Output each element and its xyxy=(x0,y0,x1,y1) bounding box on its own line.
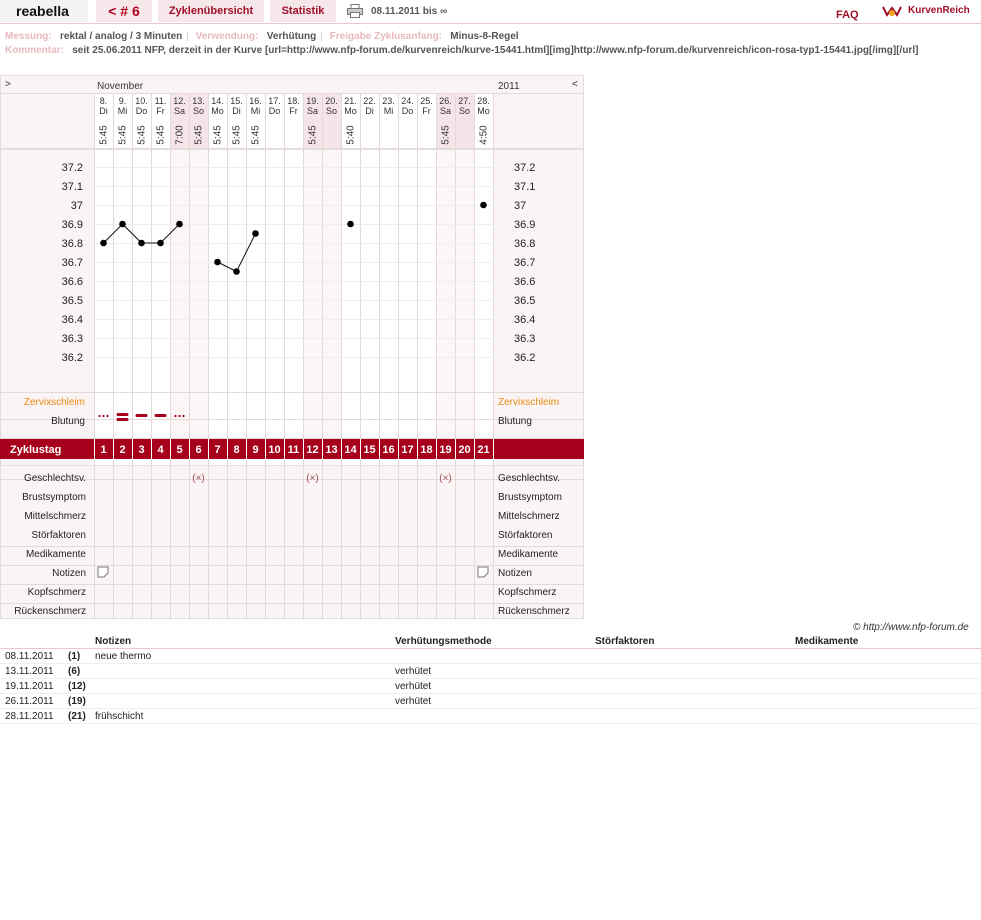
day-weekday: Fr xyxy=(289,106,298,116)
notes-header-row xyxy=(0,634,981,649)
symptom-label-left: Rückenschmerz xyxy=(14,606,86,617)
weekend-shade-plot xyxy=(303,149,322,465)
temperature-point xyxy=(176,221,183,228)
row-day: (19) xyxy=(68,694,95,709)
symptom-label-right: Notizen xyxy=(498,568,532,579)
day-weekday: Di xyxy=(232,106,241,116)
day-weekday: So xyxy=(458,106,471,116)
day-date: 15. xyxy=(230,96,243,106)
cycle-day-number: 18 xyxy=(420,444,433,456)
blutung-spot-mark xyxy=(102,415,104,417)
row-day: (1) xyxy=(68,649,95,664)
temp-tick-right: 37.2 xyxy=(514,162,536,174)
year-label: 2011 xyxy=(498,81,520,92)
day-date: 24. xyxy=(401,96,414,106)
row-verhuetung: verhütet xyxy=(395,694,595,709)
table-row xyxy=(0,649,981,664)
measurement-time: 5:45 xyxy=(136,125,148,145)
day-weekday: So xyxy=(325,106,338,116)
measurement-time: 5:40 xyxy=(345,125,357,145)
measurement-time: 5:45 xyxy=(250,125,262,145)
measurement-time: 7:00 xyxy=(174,125,186,145)
temperature-point xyxy=(138,240,145,247)
temp-tick-left: 36.2 xyxy=(61,352,83,364)
row-notiz: neue thermo xyxy=(95,649,395,664)
symptom-label-right: Medikamente xyxy=(498,549,559,560)
day-date: 28. xyxy=(477,96,490,106)
measurement-time: 5:45 xyxy=(117,125,129,145)
blutung-spot-mark xyxy=(106,415,108,417)
cycle-day-number: 12 xyxy=(306,444,319,456)
temperature-point xyxy=(157,240,164,247)
geschlechtsverkehr-mark: (×) xyxy=(306,473,319,484)
brand-name: KurvenReich xyxy=(908,5,970,16)
cycle-day-number: 17 xyxy=(401,444,414,456)
date-range: 08.11.2011 bis ∞ xyxy=(371,6,448,17)
cycle-day-number: 5 xyxy=(176,444,183,456)
measurement-time: 5:45 xyxy=(193,125,205,145)
meta-separator: | xyxy=(320,31,323,42)
cycle-day-number: 9 xyxy=(252,444,259,456)
symptom-label-left: Kopfschmerz xyxy=(27,587,86,598)
cycle-day-number: 13 xyxy=(325,444,338,456)
header-day xyxy=(68,634,95,649)
symptom-label-right: Mittelschmerz xyxy=(498,511,560,522)
day-date: 21. xyxy=(344,96,357,106)
cycle-day-number: 6 xyxy=(195,444,202,456)
header-stoerfaktoren: Störfaktoren xyxy=(595,634,795,649)
row-medikamente xyxy=(795,679,981,694)
tab-statistik[interactable]: Statistik xyxy=(270,0,336,22)
temp-tick-left: 36.4 xyxy=(61,314,83,326)
temp-tick-right: 36.8 xyxy=(514,238,536,250)
cycle-day-number: 8 xyxy=(233,444,240,456)
day-date: 11. xyxy=(154,96,167,106)
day-date: 8. xyxy=(99,96,108,106)
table-row xyxy=(0,679,981,694)
row-day: (12) xyxy=(68,679,95,694)
day-weekday: Do xyxy=(401,106,414,116)
day-date: 25. xyxy=(420,96,433,106)
notes-table xyxy=(0,634,981,724)
temp-tick-left: 37.1 xyxy=(61,181,83,193)
printer-icon[interactable] xyxy=(347,4,363,18)
temp-tick-left: 36.5 xyxy=(61,295,83,307)
temp-tick-right: 37.1 xyxy=(514,181,536,193)
row-notiz xyxy=(95,694,395,709)
row-stoerfaktoren xyxy=(595,694,795,709)
blutung-spot-mark xyxy=(178,415,180,417)
weekend-shade-plot xyxy=(322,149,341,465)
temperature-point xyxy=(214,259,221,266)
temp-tick-left: 36.9 xyxy=(61,219,83,231)
temp-tick-right: 36.6 xyxy=(514,276,536,288)
cycle-day-number: 15 xyxy=(363,444,376,456)
faq-link[interactable]: FAQ xyxy=(836,9,859,21)
measurement-time: 5:45 xyxy=(440,125,452,145)
row-notiz: frühschicht xyxy=(95,709,395,724)
day-date: 14. xyxy=(211,96,224,106)
day-date: 26. xyxy=(439,96,452,106)
day-weekday: Mi xyxy=(383,106,394,116)
kurvenreich-logo-icon xyxy=(880,2,904,20)
row-medikamente xyxy=(795,694,981,709)
day-date: 13. xyxy=(192,96,205,106)
cycle-day-number: 2 xyxy=(119,444,126,456)
row-day: (21) xyxy=(68,709,95,724)
table-row xyxy=(0,664,981,679)
row-stoerfaktoren xyxy=(595,649,795,664)
day-weekday: Fr xyxy=(422,106,431,116)
row-date: 28.11.2011 xyxy=(0,709,68,724)
temp-tick-right: 36.4 xyxy=(514,314,536,326)
nav-next-button[interactable]: < xyxy=(572,79,578,90)
cycle-day-number: 11 xyxy=(287,444,300,456)
weekend-shade-plot xyxy=(189,149,208,465)
day-weekday: Di xyxy=(365,106,374,116)
header-date xyxy=(0,634,68,649)
day-date: 12. xyxy=(173,96,186,106)
day-weekday: So xyxy=(192,106,205,116)
blutung-medium-mark xyxy=(136,414,148,417)
zervix-label-left: Zervixschleim xyxy=(23,397,85,408)
symptom-label-left: Mittelschmerz xyxy=(24,511,86,522)
temp-tick-right: 36.7 xyxy=(514,257,536,269)
symptom-label-left: Störfaktoren xyxy=(31,530,86,541)
blutung-spot-mark xyxy=(182,415,184,417)
meta-separator: | xyxy=(186,31,189,42)
temp-tick-right: 37 xyxy=(514,200,527,212)
zyklustag-label: Zyklustag xyxy=(10,444,62,456)
temp-tick-right: 36.2 xyxy=(514,352,536,364)
messung-value: rektal / analog / 3 Minuten xyxy=(60,31,183,42)
day-weekday: Sa xyxy=(439,106,452,116)
day-weekday: Sa xyxy=(306,106,319,116)
temperature-point xyxy=(252,230,259,237)
temperature-point xyxy=(480,202,487,209)
measurement-time: 5:45 xyxy=(307,125,319,145)
row-medikamente xyxy=(795,649,981,664)
cycle-day-number: 19 xyxy=(439,444,452,456)
header-notizen: Notizen xyxy=(95,634,395,649)
cycle-day-number: 4 xyxy=(157,444,164,456)
freigabe-value: Minus-8-Regel xyxy=(450,31,519,42)
row-medikamente xyxy=(795,664,981,679)
symptom-label-left: Geschlechtsv. xyxy=(23,473,86,484)
geschlechtsverkehr-mark: (×) xyxy=(192,473,205,484)
weekend-shade-plot xyxy=(436,149,455,465)
symptom-label-right: Geschlechtsv. xyxy=(498,473,561,484)
row-date: 26.11.2011 xyxy=(0,694,68,709)
row-stoerfaktoren xyxy=(595,709,795,724)
day-date: 19. xyxy=(306,96,319,106)
day-weekday: Sa xyxy=(173,106,186,116)
row-verhuetung xyxy=(395,649,595,664)
cycle-day-number: 20 xyxy=(458,444,471,456)
day-weekday: Do xyxy=(268,106,281,116)
temp-tick-right: 36.3 xyxy=(514,333,536,345)
temp-tick-left: 37 xyxy=(70,200,83,212)
temperature-point xyxy=(233,268,240,275)
meta-line-comment xyxy=(5,45,918,56)
day-date: 23. xyxy=(382,96,395,106)
weekend-shade-plot xyxy=(170,149,189,465)
blutung-spot-mark xyxy=(98,415,100,417)
temperature-point xyxy=(119,221,126,228)
blutung-medium-mark xyxy=(155,414,167,417)
header-divider xyxy=(0,23,981,24)
measurement-time: 5:45 xyxy=(98,125,110,145)
symptom-label-right: Brustsymptom xyxy=(498,492,562,503)
day-weekday: Mo xyxy=(344,106,357,116)
nav-previous-button[interactable]: > xyxy=(5,79,11,90)
symptom-label-left: Notizen xyxy=(52,568,86,579)
measurement-time: 5:45 xyxy=(212,125,224,145)
day-date: 20. xyxy=(325,96,338,106)
temperature-plot-area xyxy=(94,149,494,465)
header-medikamente: Medikamente xyxy=(795,634,981,649)
cycle-back-button[interactable]: < # 6 xyxy=(96,0,152,22)
month-label: November xyxy=(97,81,144,92)
tab-zyklenuebersicht[interactable]: Zyklenübersicht xyxy=(158,0,264,22)
cycle-day-number: 1 xyxy=(100,444,107,456)
row-verhuetung xyxy=(395,709,595,724)
row-stoerfaktoren xyxy=(595,664,795,679)
row-medikamente xyxy=(795,709,981,724)
geschlechtsverkehr-mark: (×) xyxy=(439,473,452,484)
kommentar-label: Kommentar: xyxy=(5,45,64,56)
day-weekday: Mo xyxy=(477,106,490,116)
cycle-day-number: 14 xyxy=(344,444,357,456)
user-tab[interactable]: reabella xyxy=(0,0,88,22)
table-row xyxy=(0,694,981,709)
symptom-label-right: Störfaktoren xyxy=(498,530,553,541)
cycle-day-number: 7 xyxy=(214,444,221,456)
symptom-label-left: Medikamente xyxy=(25,549,86,560)
temp-tick-left: 36.8 xyxy=(61,238,83,250)
row-stoerfaktoren xyxy=(595,679,795,694)
temp-tick-left: 37.2 xyxy=(61,162,83,174)
temp-tick-left: 36.6 xyxy=(61,276,83,288)
symptom-label-left: Brustsymptom xyxy=(22,492,86,503)
blutung-label-right: Blutung xyxy=(498,416,532,427)
verwendung-value: Verhütung xyxy=(266,31,317,42)
day-weekday: Mo xyxy=(211,106,224,116)
row-notiz xyxy=(95,679,395,694)
row-day: (6) xyxy=(68,664,95,679)
temp-tick-right: 36.5 xyxy=(514,295,536,307)
day-date: 18. xyxy=(287,96,300,106)
top-bar xyxy=(0,0,981,24)
blutung-spot-mark xyxy=(174,415,176,417)
symptom-label-right: Kopfschmerz xyxy=(498,587,557,598)
temp-tick-left: 36.3 xyxy=(61,333,83,345)
cycle-day-number: 10 xyxy=(268,444,281,456)
copyright: © http://www.nfp-forum.de xyxy=(853,622,969,633)
verwendung-label: Verwendung: xyxy=(195,31,259,42)
day-weekday: Di xyxy=(99,106,108,116)
blutung-label-left: Blutung xyxy=(51,416,85,427)
day-date: 9. xyxy=(118,96,127,106)
zervix-label-right: Zervixschleim xyxy=(498,397,560,408)
header-verhuetung: Verhütungsmethode xyxy=(395,634,595,649)
row-date: 08.11.2011 xyxy=(0,649,68,664)
day-date: 16. xyxy=(249,96,262,106)
day-weekday: Mi xyxy=(250,106,261,116)
cycle-day-number: 3 xyxy=(138,444,145,456)
temp-tick-right: 36.9 xyxy=(514,219,536,231)
freigabe-label: Freigabe Zyklusanfang: xyxy=(329,31,442,42)
kommentar-value: seit 25.06.2011 NFP, derzeit in der Kurve [url=http://www.nfp-forum.de/kurvenreich/kurve-15441.html][img]http://www.nfp-forum.de/kurvenreich/icon-rosa-typ1-15441.jpg[/img][/url] xyxy=(72,45,919,56)
blutung-heavy-mark xyxy=(117,413,129,416)
cycle-day-number: 21 xyxy=(477,444,490,456)
symptom-label-right: Rückenschmerz xyxy=(498,606,570,617)
temperature-point xyxy=(100,240,107,247)
measurement-time: 5:45 xyxy=(231,125,243,145)
row-date: 13.11.2011 xyxy=(0,664,68,679)
day-weekday: Fr xyxy=(156,106,165,116)
row-verhuetung: verhütet xyxy=(395,679,595,694)
day-weekday: Mi xyxy=(117,106,128,116)
day-date: 17. xyxy=(268,96,281,106)
messung-label: Messung: xyxy=(5,31,52,42)
temp-tick-left: 36.7 xyxy=(61,257,83,269)
day-date: 10. xyxy=(135,96,148,106)
row-date: 19.11.2011 xyxy=(0,679,68,694)
row-verhuetung: verhütet xyxy=(395,664,595,679)
day-date: 22. xyxy=(363,96,376,106)
weekend-shade-plot xyxy=(455,149,474,465)
day-date: 27. xyxy=(458,96,471,106)
row-notiz xyxy=(95,664,395,679)
meta-line-measurement xyxy=(5,31,519,42)
measurement-time: 4:50 xyxy=(478,125,490,145)
measurement-time: 5:45 xyxy=(155,125,167,145)
cycle-day-number: 16 xyxy=(382,444,395,456)
blutung-heavy-mark xyxy=(117,418,129,421)
temperature-point xyxy=(347,221,354,228)
cycle-chart xyxy=(0,75,584,620)
day-weekday: Do xyxy=(135,106,148,116)
table-row xyxy=(0,709,981,724)
